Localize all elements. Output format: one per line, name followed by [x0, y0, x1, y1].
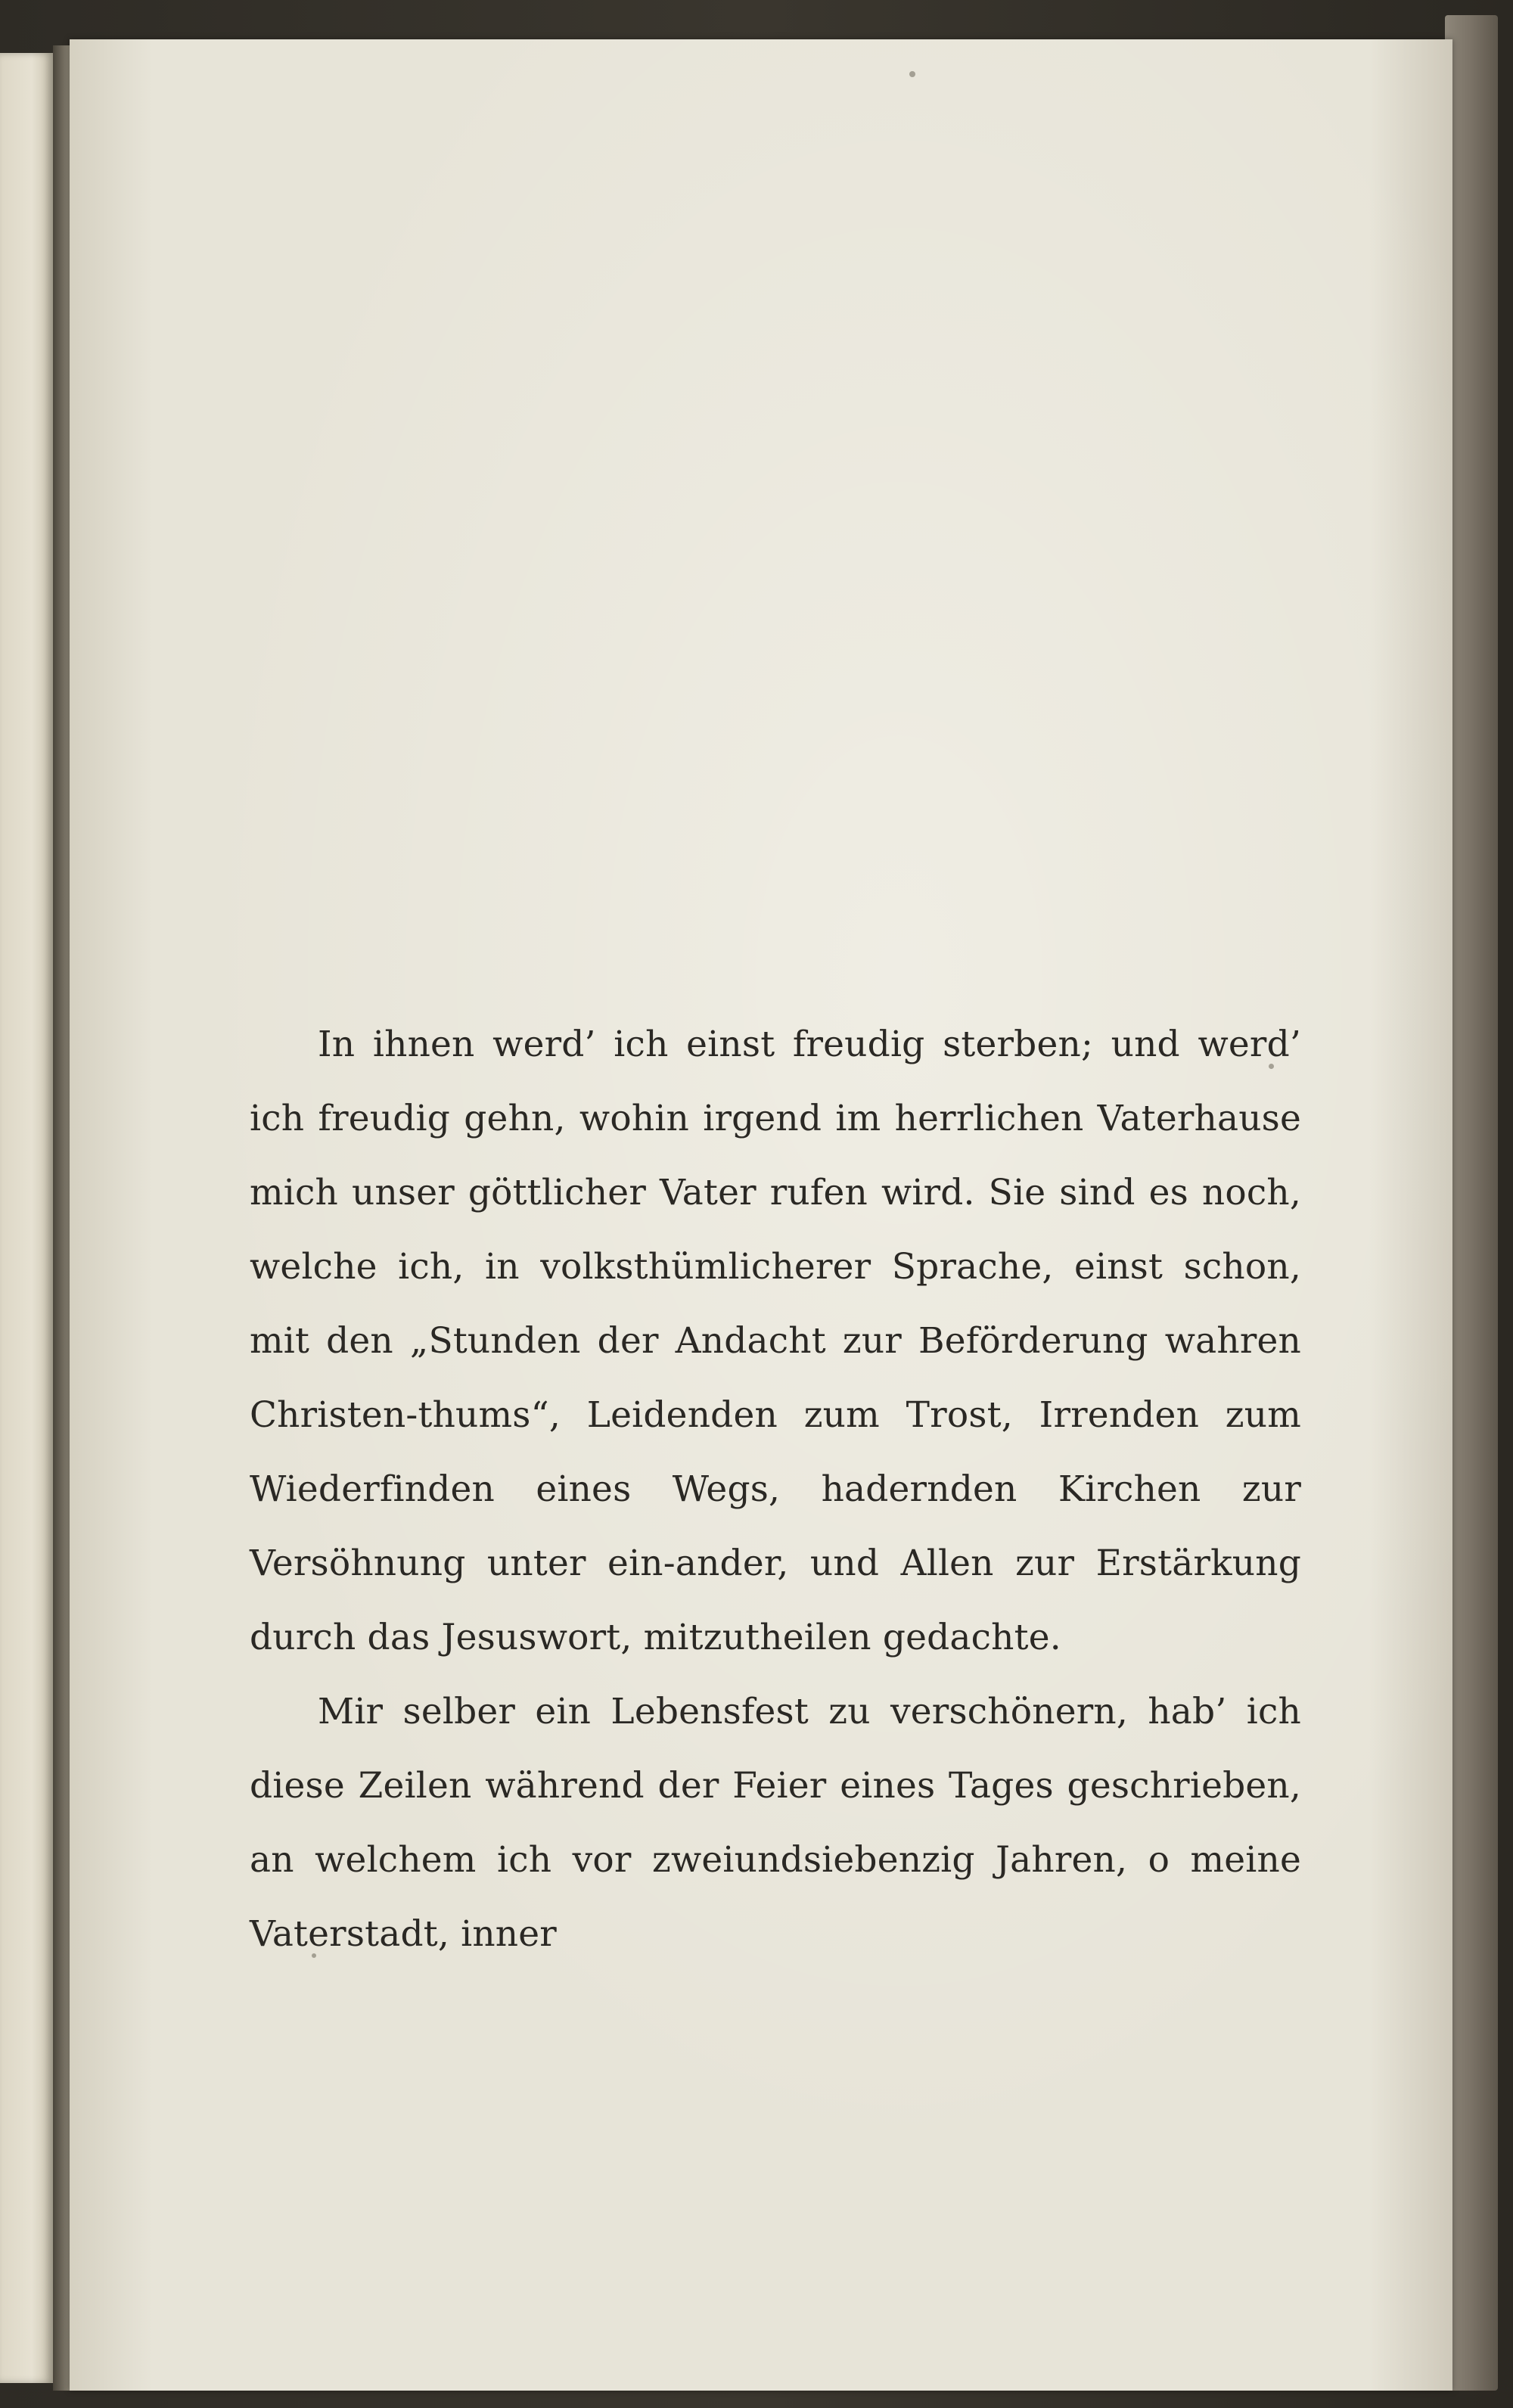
paragraph-2: Mir selber ein Lebensfest zu verschönern, hab’ ich diese Zeilen während der Feier eines Tages geschrieben, an welchem ich vor zweiundsiebenzig Jahren, o meine Vaterstadt, inner: [250, 1691, 1301, 1955]
book-page: [70, 39, 1452, 2391]
facing-page-edge: [0, 53, 53, 2383]
paragraph-1: In ihnen werd’ ich einst freudig sterben; und werd’ ich freudig gehn, wohin irgend im herrlichen Vaterhause mich unser göttlicher Vater rufen wird. Sie sind es noch, welche ich, in volksthümlicherer Sprache, einst schon, mit den „Stunden der Andacht zur Beförderung wahren Christen-thums“, Leidenden zum Trost, Irrenden zum Wiederfinden eines Wegs, hadernden Kirchen zur Versöhnung unter ein-ander, und Allen zur Erstärkung durch das Jesuswort, mitzutheilen gedachte.: [250, 1024, 1301, 1658]
book-cover-edge: [1445, 15, 1498, 2391]
body-text: [250, 1008, 1301, 1971]
paper-speck: [909, 71, 915, 77]
